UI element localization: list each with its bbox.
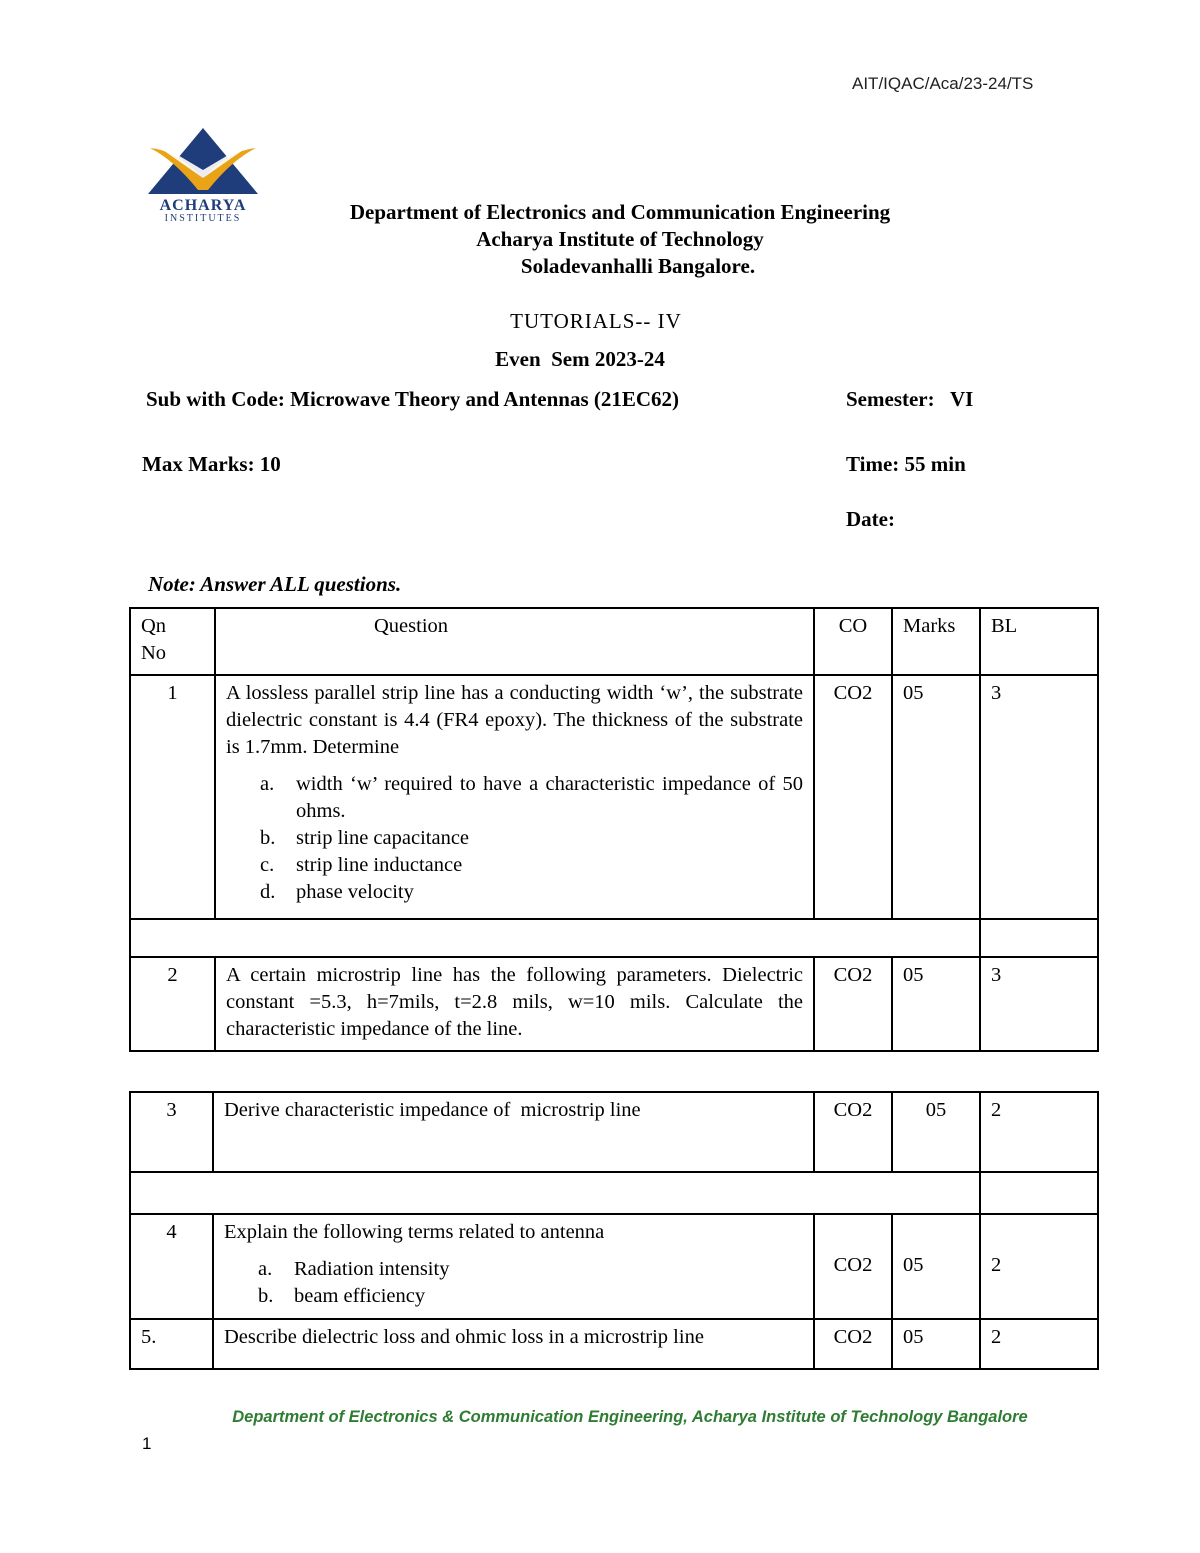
questions-table-2	[129, 1091, 1099, 1370]
department-title: Department of Electronics and Communication Engineering	[349, 200, 891, 224]
question-marks: 05	[892, 1092, 980, 1172]
document-reference: AIT/IQAC/Aca/23-24/TS	[852, 74, 1034, 93]
question-number: 1	[130, 675, 215, 919]
course-outcome: CO2	[814, 957, 892, 1051]
max-marks: Max Marks: 10	[142, 452, 281, 476]
question-text-cell	[215, 675, 814, 919]
course-outcome: CO2	[814, 1319, 892, 1369]
header-bl: BL	[980, 608, 1098, 675]
course-outcome: CO2	[814, 1092, 892, 1172]
table-row	[130, 1092, 1098, 1172]
course-outcome: CO2	[814, 1214, 892, 1319]
list-item: a. width ‘w’ required to have a characteristic impedance of 50 ohms.	[260, 773, 803, 822]
question-marks: 05	[892, 957, 980, 1051]
header-co: CO	[814, 608, 892, 675]
question-parts	[224, 1256, 803, 1310]
institute-location: Soladevanhalli Bangalore.	[520, 254, 756, 278]
svg-text:ACHARYA: ACHARYA	[159, 197, 247, 214]
question-marks: 05	[892, 1319, 980, 1369]
time-allowed: Time: 55 min	[846, 452, 966, 476]
table-row	[130, 1319, 1098, 1369]
blooms-level: 2	[980, 1214, 1098, 1319]
list-item: c. strip line inductance	[260, 854, 463, 876]
question-marks: 05	[892, 675, 980, 919]
blooms-level: 2	[980, 1319, 1098, 1369]
table-row	[130, 675, 1098, 919]
instruction-note: Note: Answer ALL questions.	[148, 572, 402, 596]
institute-name: Acharya Institute of Technology	[476, 227, 764, 251]
question-text: A lossless parallel strip line has a conducting width ‘w’, the substrate dielectric constant is 4.4 (FR4 epoxy). The thickness of the substrate is 1.7mm. Determine	[226, 682, 803, 758]
spacer-row	[130, 919, 1098, 957]
course-outcome: CO2	[814, 675, 892, 919]
page-number: 1	[142, 1434, 152, 1453]
spacer-row	[130, 1172, 1098, 1214]
header-qn-no: Qn No	[130, 608, 215, 675]
question-text: A certain microstrip line has the following parameters. Dielectric constant =5.3, h=7mils, t=2.8 mils, w=10 mils. Calculate the characteristic impedance of the line.	[215, 957, 814, 1051]
list-item: d. phase velocity	[260, 881, 414, 903]
date-label: Date:	[846, 507, 895, 531]
subject-code: Sub with Code: Microwave Theory and Antennas (21EC62)	[146, 387, 680, 411]
question-number: 2	[130, 957, 215, 1051]
tutorial-title: TUTORIALS-- IV	[510, 309, 682, 333]
list-item: b. strip line capacitance	[260, 827, 470, 849]
table-row	[130, 957, 1098, 1051]
semester-term: Even Sem 2023-24	[495, 347, 665, 371]
header-question: Question	[215, 608, 814, 675]
question-text: Derive characteristic impedance of microstrip line	[213, 1092, 814, 1172]
blooms-level: 3	[980, 675, 1098, 919]
blooms-level: 2	[980, 1092, 1098, 1172]
blooms-level: 3	[980, 957, 1098, 1051]
table-header-row	[130, 608, 1098, 675]
question-parts	[226, 771, 803, 906]
semester-value: Semester: VI	[846, 387, 974, 411]
question-marks: 05	[892, 1214, 980, 1319]
question-number: 4	[130, 1214, 213, 1319]
list-item: b. beam efficiency	[258, 1285, 426, 1307]
table-row	[130, 1214, 1098, 1319]
question-text-cell	[213, 1214, 814, 1319]
page-footer: Department of Electronics & Communication Engineering, Acharya Institute of Technology Bangalore	[232, 1408, 1028, 1426]
question-number: 3	[130, 1092, 213, 1172]
header-marks: Marks	[892, 608, 980, 675]
list-item: a. Radiation intensity	[258, 1258, 450, 1280]
question-text: Describe dielectric loss and ohmic loss in a microstrip line	[213, 1319, 814, 1369]
question-number: 5.	[130, 1319, 213, 1369]
questions-table-1	[129, 607, 1099, 1052]
question-text: Explain the following terms related to antenna	[224, 1221, 605, 1243]
svg-text:INSTITUTES: INSTITUTES	[164, 213, 242, 222]
